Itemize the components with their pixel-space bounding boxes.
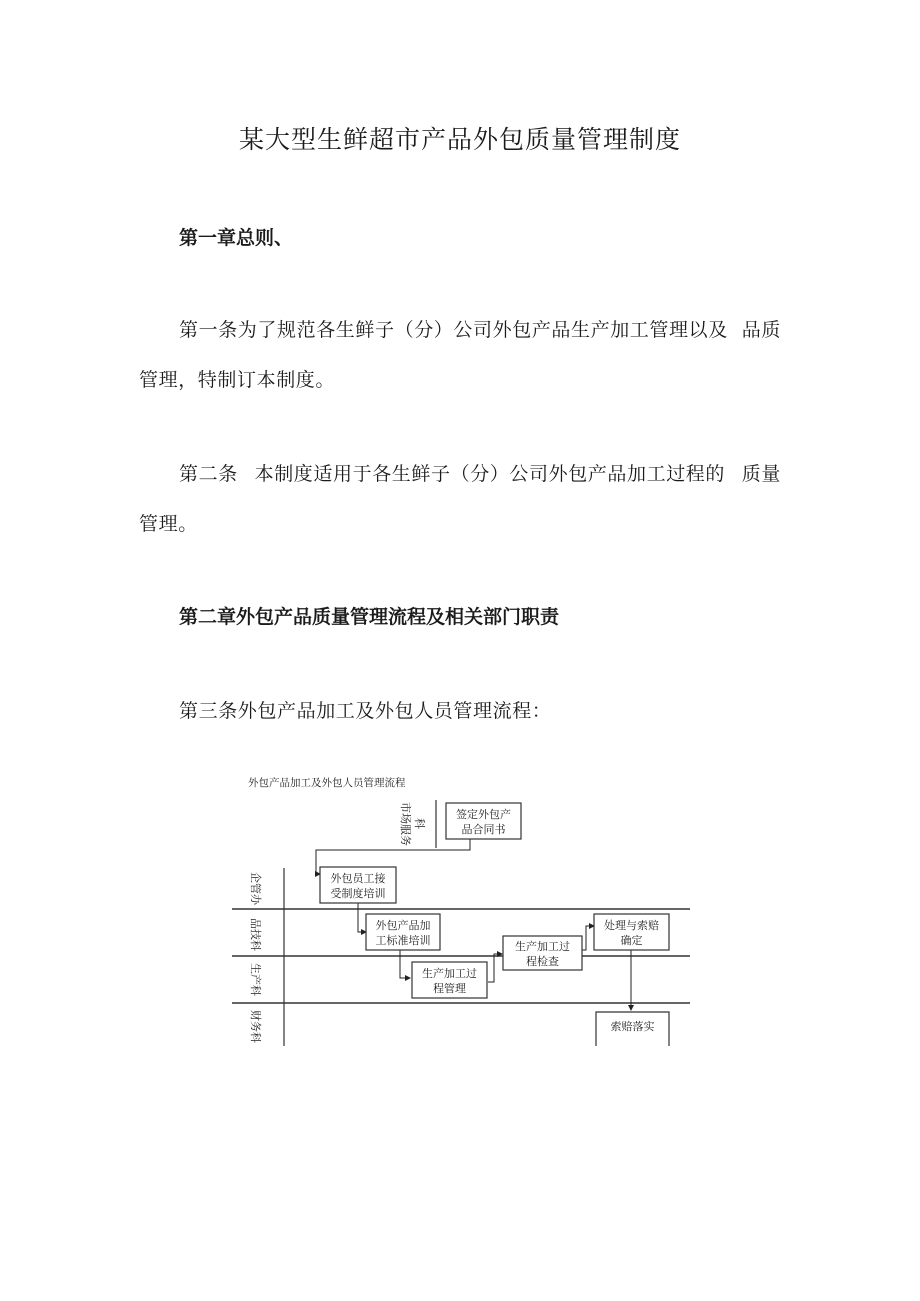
lane-label-market: 市场服务 (399, 802, 412, 846)
box-standard-training (366, 914, 440, 950)
article-1-line-1 (179, 315, 781, 342)
connector-to-standard-training (358, 903, 366, 932)
svg-text:生产加工过: 生产加工过 (515, 940, 570, 953)
svg-text:索赔落实: 索赔落实 (610, 1020, 655, 1033)
box-claim-implementation (596, 1012, 669, 1046)
connector-to-process-mgmt (400, 950, 410, 978)
document-title: 某大型生鲜超市产品外包质量管理制度 (238, 125, 681, 154)
svg-text:程检查: 程检查 (526, 955, 559, 968)
lane-label-admin: 企管办 (249, 872, 262, 905)
lane-label-production: 生产科 (249, 963, 262, 996)
flowchart-caption: 外包产品加工及外包人员管理流程 (248, 777, 406, 789)
article-1-line-2: 管理，特制订本制度。 (139, 369, 336, 391)
box-process-management (412, 962, 487, 998)
article-1-text-end: 品质 (741, 319, 781, 341)
article-1-text: 第一条为了规范各生鲜子（分）公司外包产品生产加工管理以及 (179, 319, 728, 341)
svg-text:确定: 确定 (620, 934, 643, 947)
connector-to-handle (582, 926, 594, 950)
article-3: 第三条外包产品加工及外包人员管理流程： (179, 700, 552, 722)
svg-text:程管理: 程管理 (433, 982, 466, 995)
svg-text:品合同书: 品合同书 (461, 823, 506, 836)
article-2-text: 本制度适用于各生鲜子（分）公司外包产品加工过程的 (254, 463, 725, 485)
box-staff-training (320, 867, 396, 903)
svg-text:处理与索赔: 处理与索赔 (604, 919, 659, 932)
lane-label-finance: 财务科 (249, 1010, 262, 1043)
box-handle-claim (594, 914, 669, 950)
lane-label-market-2: 科 (413, 818, 426, 829)
process-flowchart (228, 768, 698, 1050)
article-2-line-1 (179, 459, 781, 486)
article-2-line-2: 管理。 (139, 513, 198, 535)
svg-text:受制度培训: 受制度培训 (330, 887, 386, 900)
chapter-1-heading: 第一章总则、 (179, 227, 294, 249)
svg-text:外包员工接: 外包员工接 (330, 872, 386, 885)
connector-to-process-check (488, 954, 502, 982)
article-2-label: 第二条 (179, 463, 238, 485)
svg-text:外包产品加: 外包产品加 (375, 919, 431, 932)
svg-text:工标准培训: 工标准培训 (375, 934, 431, 947)
lane-label-quality: 品技科 (249, 918, 262, 951)
article-2-text-end: 质量 (741, 463, 781, 485)
svg-text:生产加工过: 生产加工过 (422, 967, 477, 980)
chapter-2-heading: 第二章外包产品质量管理流程及相关部门职责 (179, 606, 560, 628)
box-process-check (503, 936, 582, 970)
svg-text:签定外包产: 签定外包产 (456, 808, 511, 821)
box-sign-contract (446, 803, 521, 839)
